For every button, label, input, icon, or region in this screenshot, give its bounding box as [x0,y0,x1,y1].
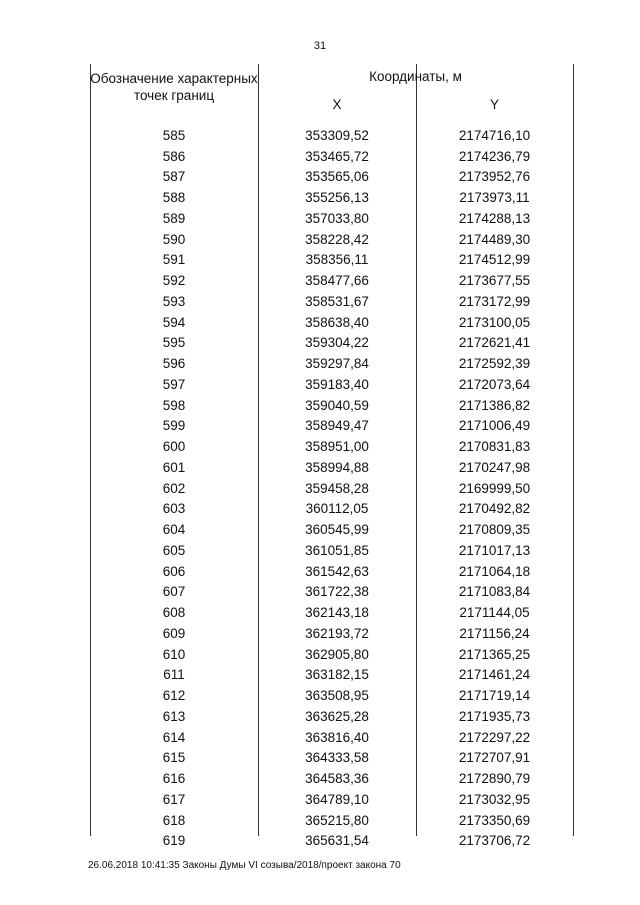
y-coordinate-cell: 2174288,13 [458,210,531,226]
x-coordinate-cell: 363182,15 [305,667,369,683]
point-id-cell: 614 [162,729,186,745]
x-coordinate-cell: 362193,72 [305,625,369,641]
table-row [90,291,574,312]
y-coordinate-cell: 2172073,64 [458,376,531,392]
point-id-cell: 597 [162,376,186,392]
x-coordinate-cell: 358531,67 [305,293,369,309]
x-coordinate-cell: 360112,05 [305,501,369,517]
y-coordinate-cell: 2170809,35 [458,522,531,538]
table-row [90,685,574,706]
table-row [90,499,574,520]
y-coordinate-cell: 2173100,05 [458,314,531,330]
x-coordinate-cell: 353309,52 [305,127,369,143]
point-id-cell: 605 [162,542,186,558]
x-coordinate-cell: 363816,40 [305,729,369,745]
point-id-cell: 589 [162,210,186,226]
x-coordinate-cell: 363508,95 [305,688,369,704]
table-row [90,727,574,748]
y-coordinate-cell: 2171365,25 [458,646,531,662]
table-row [90,623,574,644]
table-row [90,602,574,623]
point-id-cell: 594 [162,314,186,330]
table-row [90,187,574,208]
y-coordinate-cell: 2171386,82 [458,397,531,413]
y-coordinate-cell: 2173706,72 [458,833,531,849]
x-coordinate-cell: 358228,42 [305,231,369,247]
point-id-cell: 604 [162,522,186,538]
x-coordinate-cell: 358994,88 [305,459,369,475]
point-id-cell: 611 [163,667,185,683]
y-coordinate-cell: 2172707,91 [458,750,531,766]
y-coordinate-cell: 2171156,24 [459,625,530,641]
point-id-cell: 608 [162,605,186,621]
table-body [90,125,574,851]
x-coordinate-cell: 364333,58 [305,750,369,766]
y-coordinate-cell: 2171719,14 [458,688,531,704]
point-id-cell: 616 [162,771,186,787]
x-coordinate-cell: 359297,84 [305,356,369,372]
y-coordinate-cell: 2171006,49 [458,418,531,434]
y-coordinate-cell: 2174512,99 [458,252,531,268]
y-coordinate-cell: 2171461,24 [458,667,531,683]
y-coordinate-cell: 2172621,41 [458,335,531,351]
x-coordinate-cell: 358951,00 [305,439,369,455]
table-row [90,789,574,810]
table-row [90,146,574,167]
x-coordinate-cell: 364583,36 [305,771,369,787]
table-row [90,665,574,686]
x-coordinate-cell: 361542,63 [305,563,369,579]
y-coordinate-cell: 2173172,99 [458,293,531,309]
point-id-cell: 586 [162,148,186,164]
y-coordinate-cell: 2173952,76 [458,169,531,185]
x-coordinate-cell: 361722,38 [305,584,369,600]
point-id-cell: 591 [162,252,186,268]
x-coordinate-cell: 359183,40 [305,376,369,392]
point-id-cell: 593 [162,293,186,309]
x-coordinate-cell: 365631,54 [305,833,369,849]
point-id-cell: 610 [162,646,186,662]
point-id-cell: 585 [162,127,186,143]
point-id-cell: 601 [162,459,186,475]
page-number: 31 [313,40,327,52]
point-id-cell: 588 [162,190,186,206]
point-id-cell: 596 [162,356,186,372]
x-coordinate-cell: 359040,59 [305,397,369,413]
table-row [90,125,574,146]
table-row [90,561,574,582]
table-row [90,333,574,354]
table-row [90,457,574,478]
table-row [90,167,574,188]
point-id-cell: 599 [162,418,186,434]
x-coordinate-cell: 357033,80 [305,210,369,226]
footer-stamp: 26.06.2018 10:41:35 Законы Думы VI созыва/2018/проект закона 70 [88,860,401,871]
table-row [90,810,574,831]
y-coordinate-cell: 2169999,50 [458,480,531,496]
table-row [90,374,574,395]
table-row [90,519,574,540]
x-coordinate-cell: 364789,10 [305,791,369,807]
y-coordinate-cell: 2174716,10 [458,127,531,143]
x-coordinate-cell: 355256,13 [305,190,369,206]
table-row [90,270,574,291]
x-coordinate-cell: 353465,72 [305,148,369,164]
table-row [90,831,574,852]
header-x: X [332,97,342,112]
y-coordinate-cell: 2172890,79 [458,771,531,787]
point-id-cell: 609 [162,625,186,641]
point-id-cell: 607 [162,584,186,600]
point-id-cell: 587 [162,169,186,185]
y-coordinate-cell: 2174236,79 [458,148,531,164]
x-coordinate-cell: 360545,99 [305,522,369,538]
header-coordinates: Координаты, м [369,69,462,84]
x-coordinate-cell: 361051,85 [305,542,369,558]
x-coordinate-cell: 362143,18 [305,605,369,621]
table-row [90,706,574,727]
point-id-cell: 595 [162,335,186,351]
y-coordinate-cell: 2171083,84 [458,584,531,600]
table-row [90,644,574,665]
point-id-cell: 590 [162,231,186,247]
point-id-cell: 600 [162,439,186,455]
point-id-cell: 615 [162,750,186,766]
table-row [90,353,574,374]
table-row [90,540,574,561]
point-id-cell: 618 [162,812,186,828]
y-coordinate-cell: 2170492,82 [458,501,531,517]
x-coordinate-cell: 365215,80 [305,812,369,828]
point-id-cell: 619 [162,833,186,849]
x-coordinate-cell: 353565,06 [305,169,369,185]
y-coordinate-cell: 2173350,69 [458,812,531,828]
y-coordinate-cell: 2174489,30 [458,231,531,247]
y-coordinate-cell: 2171064,18 [458,563,531,579]
point-id-cell: 598 [162,397,186,413]
table-row [90,582,574,603]
point-id-cell: 603 [162,501,186,517]
point-id-cell: 613 [162,708,186,724]
y-coordinate-cell: 2172592,39 [458,356,531,372]
table-row [90,748,574,769]
x-coordinate-cell: 362905,80 [305,646,369,662]
point-id-cell: 612 [162,688,186,704]
table-row [90,312,574,333]
table-row [90,436,574,457]
y-coordinate-cell: 2173677,55 [458,273,531,289]
header-y: Y [489,97,499,112]
point-id-cell: 602 [162,480,186,496]
x-coordinate-cell: 359304,22 [305,335,369,351]
coordinates-table [90,64,574,849]
y-coordinate-cell: 2171144,05 [459,605,530,621]
x-coordinate-cell: 358477,66 [305,273,369,289]
point-id-cell: 592 [162,273,186,289]
x-coordinate-cell: 359458,28 [305,480,369,496]
table-row [90,768,574,789]
x-coordinate-cell: 363625,28 [305,708,369,724]
x-coordinate-cell: 358356,11 [305,252,369,268]
point-id-cell: 606 [162,563,186,579]
y-coordinate-cell: 2173973,11 [459,190,530,206]
y-coordinate-cell: 2173032,95 [458,791,531,807]
y-coordinate-cell: 2172297,22 [458,729,531,745]
header-point-designation: Обозначение характерных точек границ [90,71,258,103]
y-coordinate-cell: 2171017,13 [458,542,531,558]
y-coordinate-cell: 2170247,98 [458,459,531,475]
table-row [90,478,574,499]
table-row [90,250,574,271]
table-row [90,229,574,250]
x-coordinate-cell: 358638,40 [305,314,369,330]
y-coordinate-cell: 2171935,73 [458,708,531,724]
table-row [90,208,574,229]
table-row [90,395,574,416]
table-row [90,416,574,437]
point-id-cell: 617 [162,791,186,807]
x-coordinate-cell: 358949,47 [305,418,369,434]
y-coordinate-cell: 2170831,83 [458,439,531,455]
